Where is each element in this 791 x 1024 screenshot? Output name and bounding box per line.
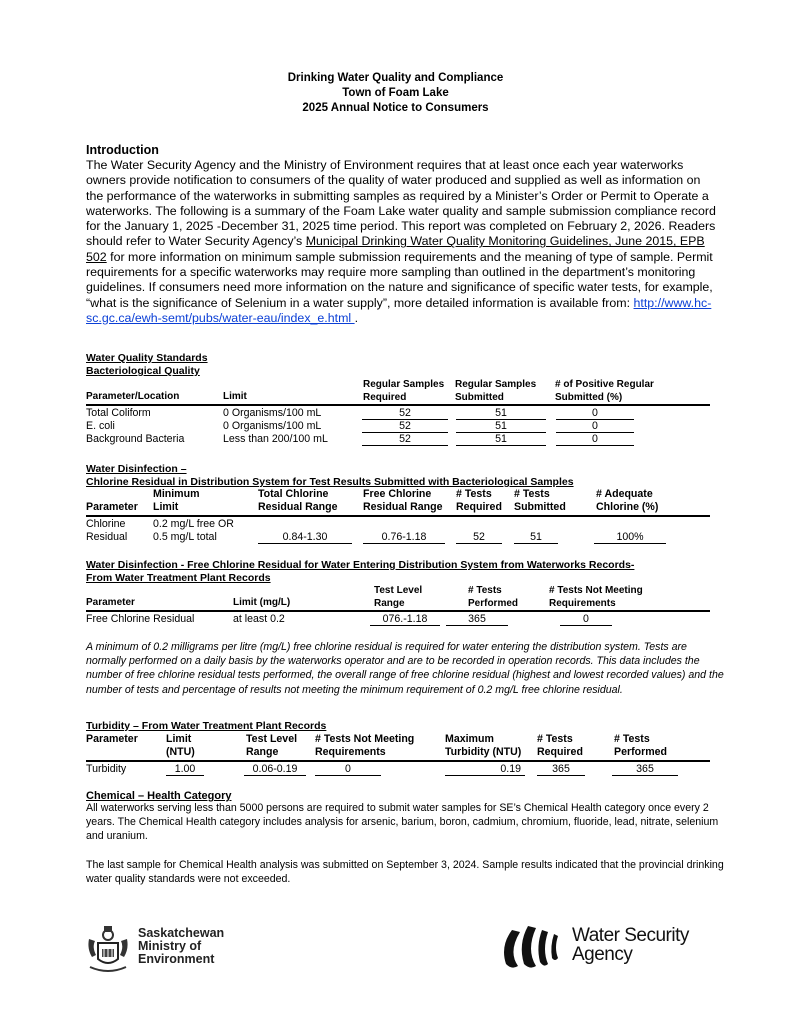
header-line: Turbidity (NTU): [445, 745, 522, 758]
header-line: Required: [363, 391, 407, 403]
title-line-1: Drinking Water Quality and Compliance: [287, 72, 504, 84]
intro-text-2: for more information on minimum sample submission requirements and the meaning of type of sample. Permit requirements for a specific waterworks may require more sampling than outlined in the department’s monitoring guidelines. If consumers need more information on the nature and significance of specific water tests, for example, “what is the significance of Selenium in a water supply”, more detailed information is available from:: [86, 249, 713, 310]
cell-required: 52: [362, 433, 448, 446]
coat-of-arms-icon: [86, 925, 130, 975]
header-line: Regular Samples: [363, 379, 445, 390]
cell-parameter: [86, 518, 127, 544]
header-line: (NTU): [166, 745, 195, 758]
chemical-paragraph-1: All waterworks serving less than 5000 persons are required to submit water samples for SE’s Chemical Health category once every 2 years. The Chemical Health category includes analysis for arsenic, barium, boron, cadmium, chromium, fluoride, lead, nitrate, selenium and uranium.: [86, 802, 719, 843]
cell-limit: at least 0.2: [233, 613, 285, 625]
header-line: Residual Range: [258, 500, 338, 513]
chemical-paragraph-2: The last sample for Chemical Health analysis was submitted on September 3, 2024. Sample results indicated that the provincial drinking water quality standards were not exceeded.: [86, 858, 724, 885]
header-line: Test Level: [246, 733, 298, 745]
cell-free-range: 0.76-1.18: [363, 531, 445, 544]
cell-max-turbidity: 0.19: [445, 763, 525, 776]
header-line: # Tests Not Meeting: [549, 585, 643, 596]
cell-required: 52: [362, 420, 448, 433]
col-header-parameter: Parameter: [86, 597, 135, 608]
col-header-total-chlorine: [258, 488, 337, 513]
cell-range: 076.-1.18: [370, 613, 440, 626]
col-header-min-limit: [153, 488, 200, 513]
col-header-parameter: Parameter: [86, 501, 138, 513]
document-title: [0, 71, 791, 116]
cell-submitted: 51: [456, 407, 546, 420]
free-chlorine-note: A minimum of 0.2 milligrams per litre (mg/L) free chlorine residual is required for water entering the distribution system. Tests are normally performed on a daily basis by the waterworks operator and are to be recorded in operation records. This data includes the number of free chlorine residual tests performed, the overall range of free chlorine residual (highest and lowest recorded values) and the number of tests and percentage of results not meeting the minimum requirement of 0.2 mg/L free chlorine residual.: [86, 641, 724, 696]
cell-limit: Less than 200/100 mL: [223, 433, 328, 445]
guideline-reference: Municipal Drinking Water Quality Monitoring Guidelines, June 2015, EPB 502: [86, 234, 705, 264]
logo-line: Agency: [572, 944, 633, 965]
col-header-range: [374, 585, 422, 610]
col-header-adequate: [596, 488, 658, 513]
header-line: Requirements: [549, 597, 616, 609]
col-header-limit: Limit (mg/L): [233, 597, 291, 608]
cell-positive: 0: [556, 433, 634, 446]
cell-parameter: Turbidity: [86, 763, 127, 775]
header-line: Range: [374, 597, 405, 609]
header-line: Requirements: [315, 745, 386, 758]
col-header-parameter: Parameter/Location: [86, 391, 180, 402]
cell-not-meeting: 0: [315, 763, 381, 776]
col-header-required: [363, 379, 444, 404]
col-header-not-meeting: [549, 585, 643, 610]
intro-text-1: The Water Security Agency and the Ministry of Environment requires that at least once each year waterworks owners provide notification to consumers of the quality of water produced and supplied as well as information on the performance of the waterworks in submitting samples as required by a Minister’s Order or Permit to Operate a waterworks. The following is a summary of the Foam Lake water quality and sample submission compliance record for the January 1, 2025 -December 31, 2025 time period. This report was completed on February 2, 2026. Readers should refer to Water Security Agency’s: [86, 158, 716, 249]
water-security-agency-logo: [498, 922, 708, 972]
header-line: # Adequate: [596, 488, 653, 500]
col-header-tests-performed: [614, 733, 667, 758]
water-waves-icon: [498, 922, 568, 972]
cell-limit: 1.00: [166, 763, 204, 776]
cell-range: 0.06-0.19: [244, 763, 306, 776]
disinfection-title-1: Water Disinfection –: [86, 463, 187, 475]
header-line: Performed: [468, 597, 519, 609]
col-header-submitted: [455, 379, 536, 404]
intro-heading: Introduction: [86, 143, 159, 157]
intro-paragraph: [86, 158, 716, 326]
header-rule: [86, 404, 710, 406]
col-header-not-meeting: [315, 733, 414, 758]
header-line: Required: [456, 500, 502, 513]
col-header-free-chlorine: [363, 488, 442, 513]
col-header-max-turbidity: [445, 733, 521, 758]
cell-limit: 0 Organisms/100 mL: [223, 420, 322, 432]
chemical-health-title: Chemical – Health Category: [86, 790, 232, 802]
cell-submitted: 51: [456, 420, 546, 433]
cell-adequate: 100%: [594, 531, 666, 544]
disinfection-title-2: Chlorine Residual in Distribution System for Test Results Submitted with Bacteriological Samples: [86, 476, 574, 488]
header-line: Submitted (%): [555, 391, 623, 403]
title-line-2: Town of Foam Lake: [342, 87, 449, 99]
header-line: Residual Range: [363, 500, 443, 513]
header-line: Total Chlorine: [258, 488, 329, 500]
header-line: Maximum: [445, 733, 494, 745]
cell-line: Chlorine: [86, 518, 126, 530]
cell-submitted: 51: [456, 433, 546, 446]
free-chlorine-title-2: From Water Treatment Plant Records: [86, 572, 271, 584]
col-header-range: [246, 733, 297, 758]
header-rule: [86, 515, 710, 517]
header-line: Regular Samples: [455, 379, 537, 390]
cell-positive: 0: [556, 407, 634, 420]
header-line: # Tests: [614, 733, 650, 745]
cell-performed: 365: [612, 763, 678, 776]
ministry-name: [138, 927, 224, 966]
logo-line: Ministry of: [138, 939, 202, 953]
header-line: # Tests: [456, 488, 492, 500]
intro-text-end: .: [354, 310, 359, 325]
chemical-health-text: [86, 801, 726, 886]
header-line: Range: [246, 745, 279, 758]
col-header-tests-required: [456, 488, 502, 513]
health-canada-link[interactable]: http://www.hc-sc.gc.ca/ewh-semt/pubs/water-eau/index_e.html: [86, 295, 712, 325]
title-line-3: 2025 Annual Notice to Consumers: [302, 102, 489, 114]
header-line: Required: [537, 745, 583, 758]
cell-parameter: E. coli: [86, 420, 115, 432]
header-line: # of Positive Regular: [555, 379, 654, 390]
header-line: Performed: [614, 745, 667, 758]
bacteriological-quality-title: Bacteriological Quality: [86, 365, 200, 377]
col-header-limit: [166, 733, 195, 758]
header-line: Submitted: [514, 500, 566, 513]
header-line: Submitted: [455, 391, 504, 403]
cell-not-meeting: 0: [560, 613, 612, 626]
header-line: # Tests: [537, 733, 573, 745]
cell-required: 52: [362, 407, 448, 420]
header-line: Chlorine (%): [596, 500, 659, 513]
turbidity-title: Turbidity – From Water Treatment Plant Records: [86, 720, 327, 732]
saskatchewan-ministry-logo: [86, 925, 276, 975]
header-line: Minimum: [153, 488, 200, 500]
cell-line: 0.5 mg/L total: [153, 531, 217, 543]
header-line: # Tests: [468, 585, 502, 596]
cell-performed: 365: [446, 613, 508, 626]
col-header-tests-required: [537, 733, 583, 758]
cell-parameter: Total Coliform: [86, 407, 151, 419]
water-quality-standards-title: Water Quality Standards: [86, 352, 208, 364]
paragraph-spacer: [86, 844, 726, 858]
cell-parameter: Background Bacteria: [86, 433, 185, 445]
agency-name: [572, 926, 689, 964]
col-header-positive: [555, 379, 654, 404]
header-line: Test Level: [374, 585, 423, 596]
col-header-tests-submitted: [514, 488, 566, 513]
logo-line: Saskatchewan: [138, 926, 225, 940]
cell-line: Residual: [86, 531, 128, 543]
free-chlorine-title-1: Water Disinfection - Free Chlorine Residual for Water Entering Distribution System from Waterworks Records-: [86, 559, 635, 571]
cell-submitted: 51: [514, 531, 558, 544]
cell-total-range: 0.84-1.30: [258, 531, 352, 544]
header-line: Limit: [153, 500, 179, 513]
header-rule: [86, 760, 710, 762]
cell-limit: 0 Organisms/100 mL: [223, 407, 322, 419]
cell-parameter: Free Chlorine Residual: [86, 613, 195, 625]
header-line: # Tests Not Meeting: [315, 733, 415, 745]
header-line: Limit: [166, 733, 192, 745]
col-header-performed: [468, 585, 518, 610]
header-line: # Tests: [514, 488, 550, 500]
col-header-parameter: Parameter: [86, 733, 138, 745]
cell-required: 365: [537, 763, 585, 776]
logo-line: Environment: [138, 952, 215, 966]
cell-required: 52: [456, 531, 502, 544]
col-header-limit: Limit: [223, 391, 247, 402]
header-line: Free Chlorine: [363, 488, 432, 500]
logo-line: Water Security: [572, 925, 689, 946]
header-rule: [86, 610, 710, 612]
cell-limit: [153, 518, 234, 544]
cell-positive: 0: [556, 420, 634, 433]
cell-line: 0.2 mg/L free OR: [153, 518, 234, 530]
